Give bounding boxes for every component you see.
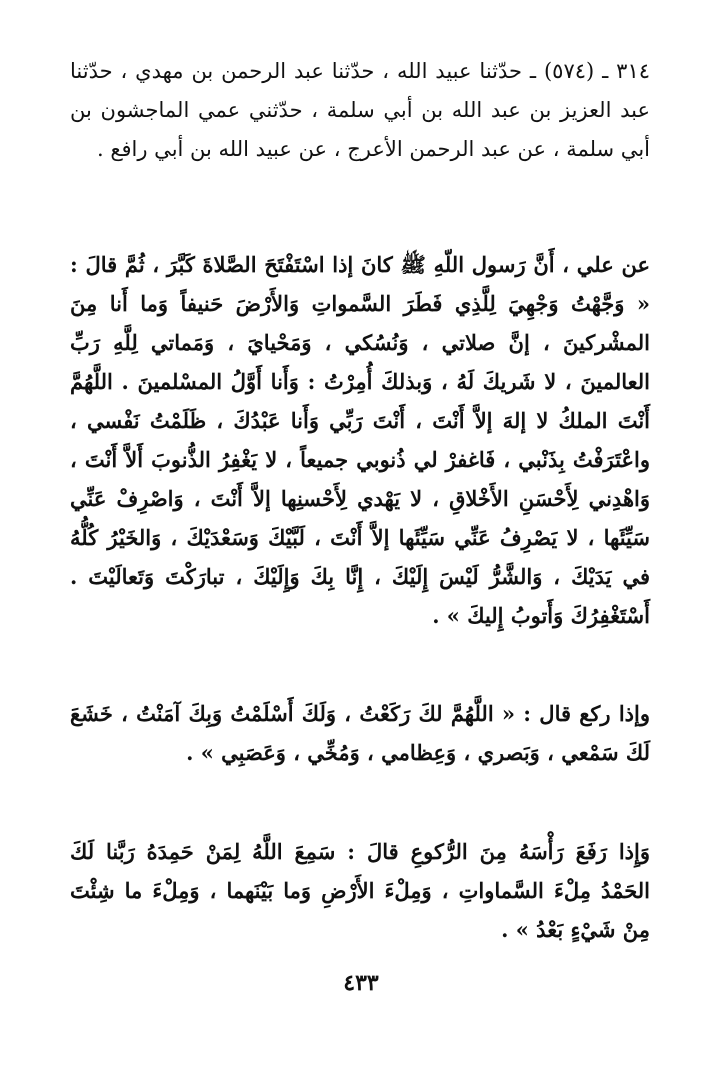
hadith-isnad-paragraph: ٣١٤ ـ (٥٧٤) ـ حدّثنا عبيد الله ، حدّثنا عبد الرحمن بن مهدي ، حدّثنا عبد العزيز بن عبد الله بن أبي سلمة ، حدّثني عمي الماجشون بن أبي سلمة ، عن عبد الرحمن الأعرج ، عن عبيد الله بن أبي رافع . xyxy=(70,59,651,161)
page-number: ٤٣٣ xyxy=(343,970,379,996)
rising-from-ruku-paragraph: وَإِذا رَفَعَ رَأْسَهُ مِنَ الرُّكوعِ قالَ : سَمِعَ اللَّهُ لِمَنْ حَمِدَهُ رَبَّنا لَكَ الحَمْدُ مِلْءَ السَّماواتِ ، وَمِلْءَ الأَرْضِ وَما بَيْنَهما ، وَمِلْءَ ما شِئْتَ مِنْ شَيْءٍ بَعْدُ » . xyxy=(70,839,650,942)
ruku-supplication-paragraph: وإذا ركع قال : « اللَّهُمَّ لكَ رَكَعْتُ ، وَلَكَ أَسْلَمْتُ وَبِكَ آمَنْتُ ، خَشَعَ لَكَ سَمْعي ، وَبَصري ، وَعِظامي ، وَمُخِّي ، وَعَصَبِي » . xyxy=(70,701,650,765)
opening-supplication-paragraph: عن علي ، أَنَّ رَسول اللّهِ ﷺ كانَ إذا اسْتَفْتَحَ الصَّلاةَ كَبَّرَ ، ثُمَّ قالَ : « وَجَّهْتُ وَجْهِيَ لِلَّذِي فَطَرَ السَّمواتِ وَالأَرْضَ حَنيفاً وَما أَنا مِنَ المشْركينَ ، إنَّ صلاتي ، وَنُسُكي ، وَمَحْيايَ ، وَمَماتي لِلَّهِ رَبِّ العالمينَ ، لا شَريكَ لَهُ ، وَبذلكَ أُمِرْتُ : وَأَنا أَوَّلُ المسْلمينَ . اللَّهُمَّ أَنْتَ الملكُ لا إلهَ إلاَّ أَنْتَ ، أَنْتَ رَبِّي وَأَنا عَبْدُكَ ، ظَلَمْتُ نَفْسي ، واعْتَرَفْتُ بِذَنْبي ، فَاغفرْ لي ذُنوبي جميعاً ، لا يَغْفِرُ الذُّنوبَ أَلاَّ أَنْتَ ، وَاهْدِني لِأَحْسَنِ الأَخْلاقِ ، لا يَهْدي لِأَحْسنِها إلاَّ أَنْتَ ، وَاصْرِفْ عَنِّي سَيِّئَها ، لا يَصْرِفُ عَنِّي سَيِّئَها إلاَّ أَنْتَ ، لَبَّيْكَ وَسَعْدَيْكَ ، وَالخَيْرُ كُلُّهُ في يَدَيْكَ ، وَالشَّرُّ لَيْسَ إِلَيْكَ ، إِنَّا بِكَ وَإِلَيْكَ ، تبارَكْتَ وَتَعالَيْتَ . أَسْتَغْفِرُكَ وَأَتوبُ إِليكَ » . xyxy=(70,252,650,628)
